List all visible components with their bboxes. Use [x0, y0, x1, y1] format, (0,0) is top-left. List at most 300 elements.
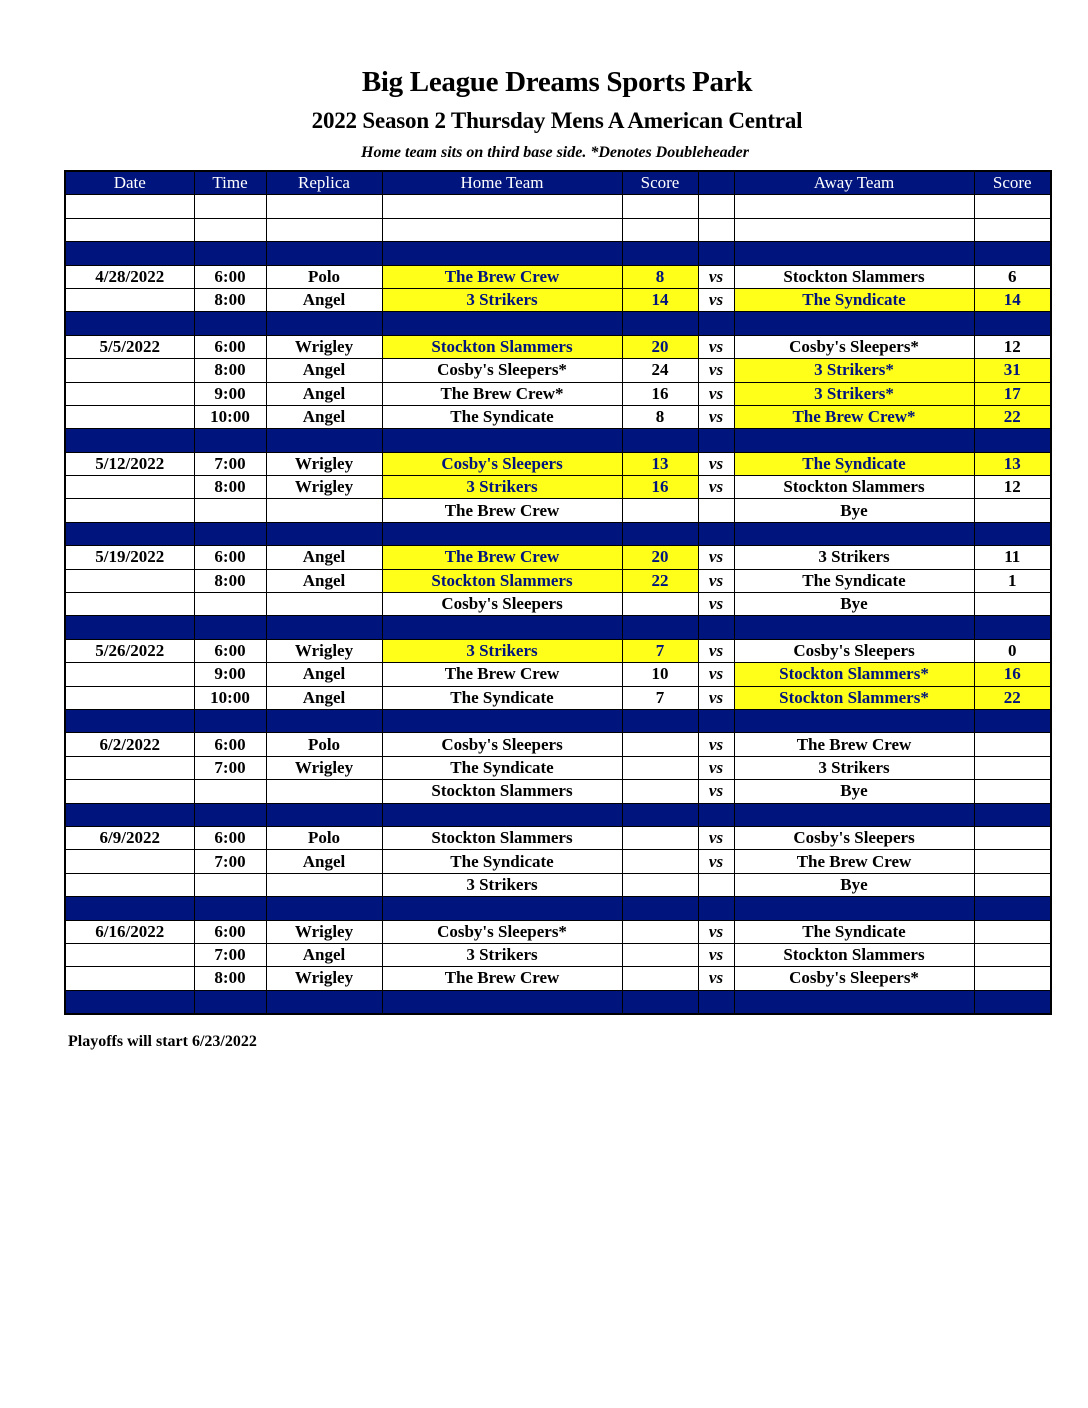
blank-cell	[974, 195, 1051, 218]
vs-cell: vs	[698, 920, 734, 943]
date-cell	[65, 569, 194, 592]
separator-cell	[382, 709, 622, 732]
separator-cell	[622, 709, 698, 732]
date-cell: 5/5/2022	[65, 335, 194, 358]
separator-cell	[194, 522, 266, 545]
home-score-cell	[622, 873, 698, 896]
home-score-cell	[622, 499, 698, 522]
home-team-cell: 3 Strikers	[382, 639, 622, 662]
away-score-cell	[974, 850, 1051, 873]
separator-cell	[622, 242, 698, 265]
home-score-cell: 20	[622, 335, 698, 358]
separator-cell	[194, 709, 266, 732]
separator-row	[65, 522, 1051, 545]
separator-cell	[266, 990, 382, 1014]
separator-cell	[266, 803, 382, 826]
separator-cell	[65, 990, 194, 1014]
away-score-cell	[974, 873, 1051, 896]
away-team-cell: The Syndicate	[734, 569, 974, 592]
separator-cell	[698, 616, 734, 639]
separator-cell	[382, 803, 622, 826]
home-team-cell: 3 Strikers	[382, 943, 622, 966]
vs-cell: vs	[698, 382, 734, 405]
home-team-cell: The Brew Crew	[382, 546, 622, 569]
separator-cell	[734, 709, 974, 732]
vs-cell: vs	[698, 756, 734, 779]
col-header-date: Date	[65, 171, 194, 195]
home-score-cell: 16	[622, 382, 698, 405]
blank-row	[65, 195, 1051, 218]
home-team-cell: 3 Strikers	[382, 288, 622, 311]
vs-cell: vs	[698, 826, 734, 849]
time-cell: 10:00	[194, 405, 266, 428]
vs-cell: vs	[698, 405, 734, 428]
time-cell: 8:00	[194, 359, 266, 382]
blank-cell	[698, 218, 734, 241]
away-score-cell: 14	[974, 288, 1051, 311]
separator-cell	[734, 312, 974, 335]
replica-cell: Angel	[266, 382, 382, 405]
home-team-cell: Cosby's Sleepers	[382, 593, 622, 616]
separator-cell	[698, 803, 734, 826]
home-team-cell: The Brew Crew	[382, 663, 622, 686]
date-cell	[65, 873, 194, 896]
time-cell: 6:00	[194, 639, 266, 662]
away-team-cell: Cosby's Sleepers	[734, 639, 974, 662]
replica-cell: Wrigley	[266, 476, 382, 499]
separator-cell	[698, 709, 734, 732]
separator-cell	[194, 897, 266, 920]
away-team-cell: The Syndicate	[734, 288, 974, 311]
away-score-cell: 13	[974, 452, 1051, 475]
replica-cell: Wrigley	[266, 920, 382, 943]
away-score-cell: 17	[974, 382, 1051, 405]
replica-cell: Angel	[266, 546, 382, 569]
time-cell: 7:00	[194, 756, 266, 779]
separator-row	[65, 429, 1051, 452]
game-row	[65, 826, 1051, 849]
home-team-cell: The Brew Crew	[382, 265, 622, 288]
replica-cell: Angel	[266, 943, 382, 966]
game-row	[65, 265, 1051, 288]
home-score-cell	[622, 967, 698, 990]
away-team-cell: The Syndicate	[734, 920, 974, 943]
separator-cell	[194, 429, 266, 452]
vs-cell: vs	[698, 733, 734, 756]
replica-cell: Wrigley	[266, 967, 382, 990]
separator-cell	[194, 990, 266, 1014]
away-team-cell: Stockton Slammers*	[734, 663, 974, 686]
away-team-cell: 3 Strikers*	[734, 382, 974, 405]
separator-row	[65, 803, 1051, 826]
time-cell: 7:00	[194, 850, 266, 873]
vs-cell: vs	[698, 639, 734, 662]
home-team-cell: The Syndicate	[382, 686, 622, 709]
away-score-cell	[974, 780, 1051, 803]
blank-cell	[194, 218, 266, 241]
date-cell	[65, 780, 194, 803]
game-row	[65, 850, 1051, 873]
vs-cell: vs	[698, 780, 734, 803]
away-score-cell: 12	[974, 476, 1051, 499]
replica-cell: Wrigley	[266, 452, 382, 475]
separator-cell	[698, 522, 734, 545]
away-score-cell	[974, 756, 1051, 779]
home-score-cell: 24	[622, 359, 698, 382]
date-cell: 6/9/2022	[65, 826, 194, 849]
replica-cell: Polo	[266, 265, 382, 288]
date-cell	[65, 686, 194, 709]
schedule-body	[65, 195, 1051, 1014]
blank-cell	[974, 218, 1051, 241]
home-team-cell: Cosby's Sleepers*	[382, 359, 622, 382]
time-cell: 6:00	[194, 733, 266, 756]
replica-cell: Angel	[266, 686, 382, 709]
schedule-note: Home team sits on third base side. *Denotes Doubleheader	[361, 144, 749, 161]
replica-cell: Angel	[266, 850, 382, 873]
date-cell: 6/2/2022	[65, 733, 194, 756]
blank-cell	[622, 218, 698, 241]
home-score-cell	[622, 850, 698, 873]
date-cell	[65, 663, 194, 686]
time-cell: 9:00	[194, 663, 266, 686]
away-team-cell: The Brew Crew	[734, 733, 974, 756]
home-team-cell: Cosby's Sleepers	[382, 452, 622, 475]
home-team-cell: Stockton Slammers	[382, 780, 622, 803]
schedule-table	[64, 170, 1052, 1015]
separator-cell	[734, 990, 974, 1014]
game-row	[65, 756, 1051, 779]
away-team-cell: Stockton Slammers	[734, 265, 974, 288]
blank-cell	[266, 195, 382, 218]
away-team-cell: Cosby's Sleepers*	[734, 967, 974, 990]
separator-cell	[382, 990, 622, 1014]
home-score-cell: 22	[622, 569, 698, 592]
blank-cell	[698, 195, 734, 218]
game-row	[65, 569, 1051, 592]
blank-cell	[194, 195, 266, 218]
date-cell	[65, 850, 194, 873]
game-row	[65, 499, 1051, 522]
separator-cell	[734, 429, 974, 452]
vs-cell: vs	[698, 943, 734, 966]
vs-cell	[698, 873, 734, 896]
separator-cell	[382, 897, 622, 920]
home-score-cell	[622, 733, 698, 756]
separator-cell	[698, 429, 734, 452]
away-score-cell: 6	[974, 265, 1051, 288]
away-score-cell: 16	[974, 663, 1051, 686]
home-score-cell	[622, 756, 698, 779]
col-header-replica: Replica	[266, 171, 382, 195]
home-score-cell: 13	[622, 452, 698, 475]
away-score-cell: 1	[974, 569, 1051, 592]
separator-cell	[622, 803, 698, 826]
date-cell	[65, 359, 194, 382]
home-score-cell	[622, 920, 698, 943]
playoffs-note: Playoffs will start 6/23/2022	[68, 1033, 257, 1050]
vs-cell: vs	[698, 335, 734, 358]
col-header-time: Time	[194, 171, 266, 195]
away-team-cell: Stockton Slammers	[734, 943, 974, 966]
time-cell: 6:00	[194, 920, 266, 943]
away-team-cell: Bye	[734, 873, 974, 896]
separator-cell	[382, 242, 622, 265]
separator-cell	[194, 803, 266, 826]
separator-cell	[65, 709, 194, 732]
time-cell: 8:00	[194, 476, 266, 499]
date-cell: 6/16/2022	[65, 920, 194, 943]
home-team-cell: Cosby's Sleepers	[382, 733, 622, 756]
away-team-cell: Bye	[734, 499, 974, 522]
away-score-cell	[974, 826, 1051, 849]
separator-cell	[622, 312, 698, 335]
col-header-away-score: Score	[974, 171, 1051, 195]
home-score-cell	[622, 943, 698, 966]
separator-cell	[734, 522, 974, 545]
game-row	[65, 639, 1051, 662]
blank-cell	[382, 218, 622, 241]
separator-cell	[194, 616, 266, 639]
vs-cell: vs	[698, 546, 734, 569]
separator-cell	[698, 312, 734, 335]
replica-cell: Angel	[266, 359, 382, 382]
home-team-cell: The Brew Crew*	[382, 382, 622, 405]
home-team-cell: Stockton Slammers	[382, 569, 622, 592]
separator-cell	[974, 312, 1051, 335]
blank-cell	[734, 195, 974, 218]
time-cell: 7:00	[194, 943, 266, 966]
separator-cell	[382, 429, 622, 452]
game-row	[65, 943, 1051, 966]
separator-row	[65, 709, 1051, 732]
replica-cell: Wrigley	[266, 639, 382, 662]
away-score-cell: 31	[974, 359, 1051, 382]
date-cell	[65, 288, 194, 311]
home-score-cell: 10	[622, 663, 698, 686]
separator-cell	[974, 709, 1051, 732]
away-team-cell: 3 Strikers	[734, 756, 974, 779]
date-cell	[65, 405, 194, 428]
time-cell	[194, 593, 266, 616]
time-cell	[194, 780, 266, 803]
game-row	[65, 405, 1051, 428]
game-row	[65, 663, 1051, 686]
home-score-cell: 20	[622, 546, 698, 569]
separator-cell	[974, 429, 1051, 452]
time-cell: 7:00	[194, 452, 266, 475]
separator-cell	[382, 616, 622, 639]
separator-cell	[698, 990, 734, 1014]
away-team-cell: The Syndicate	[734, 452, 974, 475]
home-team-cell: The Syndicate	[382, 756, 622, 779]
col-header-vs	[698, 171, 734, 195]
away-team-cell: Cosby's Sleepers*	[734, 335, 974, 358]
separator-cell	[974, 990, 1051, 1014]
separator-cell	[65, 242, 194, 265]
date-cell: 4/28/2022	[65, 265, 194, 288]
game-row	[65, 382, 1051, 405]
date-cell	[65, 593, 194, 616]
game-row	[65, 920, 1051, 943]
separator-cell	[266, 242, 382, 265]
separator-cell	[734, 897, 974, 920]
separator-cell	[266, 897, 382, 920]
separator-row	[65, 242, 1051, 265]
col-header-home-score: Score	[622, 171, 698, 195]
separator-cell	[65, 522, 194, 545]
replica-cell: Wrigley	[266, 756, 382, 779]
separator-row	[65, 990, 1051, 1014]
separator-cell	[974, 242, 1051, 265]
game-row	[65, 733, 1051, 756]
game-row	[65, 359, 1051, 382]
replica-cell	[266, 873, 382, 896]
blank-cell	[734, 218, 974, 241]
away-team-cell: 3 Strikers*	[734, 359, 974, 382]
blank-cell	[266, 218, 382, 241]
home-team-cell: The Syndicate	[382, 405, 622, 428]
game-row	[65, 686, 1051, 709]
replica-cell: Angel	[266, 405, 382, 428]
home-score-cell: 14	[622, 288, 698, 311]
date-cell	[65, 943, 194, 966]
separator-cell	[974, 897, 1051, 920]
separator-row	[65, 616, 1051, 639]
date-cell	[65, 499, 194, 522]
replica-cell	[266, 499, 382, 522]
date-cell	[65, 756, 194, 779]
time-cell: 9:00	[194, 382, 266, 405]
game-row	[65, 288, 1051, 311]
blank-cell	[622, 195, 698, 218]
separator-cell	[65, 616, 194, 639]
game-row	[65, 476, 1051, 499]
separator-cell	[622, 429, 698, 452]
game-row	[65, 593, 1051, 616]
separator-cell	[622, 522, 698, 545]
date-cell: 5/19/2022	[65, 546, 194, 569]
home-team-cell: Stockton Slammers	[382, 335, 622, 358]
home-team-cell: 3 Strikers	[382, 476, 622, 499]
col-header-home-team: Home Team	[382, 171, 622, 195]
away-score-cell: 22	[974, 686, 1051, 709]
separator-cell	[734, 616, 974, 639]
game-row	[65, 873, 1051, 896]
blank-row	[65, 218, 1051, 241]
home-score-cell: 8	[622, 405, 698, 428]
time-cell	[194, 499, 266, 522]
away-score-cell: 11	[974, 546, 1051, 569]
game-row	[65, 452, 1051, 475]
away-team-cell: 3 Strikers	[734, 546, 974, 569]
blank-cell	[65, 195, 194, 218]
vs-cell: vs	[698, 265, 734, 288]
away-score-cell	[974, 967, 1051, 990]
blank-cell	[65, 218, 194, 241]
time-cell	[194, 873, 266, 896]
time-cell: 6:00	[194, 546, 266, 569]
time-cell: 6:00	[194, 826, 266, 849]
away-score-cell	[974, 733, 1051, 756]
vs-cell: vs	[698, 288, 734, 311]
away-team-cell: Bye	[734, 593, 974, 616]
time-cell: 8:00	[194, 569, 266, 592]
page-subtitle: 2022 Season 2 Thursday Mens A American Central	[311, 108, 803, 133]
home-score-cell: 8	[622, 265, 698, 288]
vs-cell: vs	[698, 967, 734, 990]
separator-cell	[734, 242, 974, 265]
away-team-cell: Bye	[734, 780, 974, 803]
separator-cell	[698, 242, 734, 265]
home-team-cell: 3 Strikers	[382, 873, 622, 896]
vs-cell: vs	[698, 569, 734, 592]
game-row	[65, 546, 1051, 569]
away-team-cell: The Brew Crew*	[734, 405, 974, 428]
separator-cell	[974, 522, 1051, 545]
replica-cell	[266, 593, 382, 616]
separator-cell	[622, 990, 698, 1014]
separator-cell	[974, 803, 1051, 826]
date-cell	[65, 476, 194, 499]
away-team-cell: Cosby's Sleepers	[734, 826, 974, 849]
header-row	[65, 171, 1051, 195]
home-score-cell	[622, 826, 698, 849]
separator-cell	[194, 242, 266, 265]
vs-cell: vs	[698, 359, 734, 382]
replica-cell: Polo	[266, 733, 382, 756]
replica-cell	[266, 780, 382, 803]
vs-cell: vs	[698, 663, 734, 686]
separator-cell	[266, 312, 382, 335]
away-team-cell: The Brew Crew	[734, 850, 974, 873]
game-row	[65, 335, 1051, 358]
separator-row	[65, 312, 1051, 335]
date-cell	[65, 967, 194, 990]
replica-cell: Angel	[266, 663, 382, 686]
date-cell: 5/26/2022	[65, 639, 194, 662]
vs-cell: vs	[698, 686, 734, 709]
date-cell	[65, 382, 194, 405]
game-row	[65, 780, 1051, 803]
away-score-cell	[974, 920, 1051, 943]
separator-cell	[622, 616, 698, 639]
time-cell: 6:00	[194, 265, 266, 288]
separator-cell	[382, 522, 622, 545]
away-team-cell: Stockton Slammers	[734, 476, 974, 499]
separator-cell	[266, 522, 382, 545]
time-cell: 10:00	[194, 686, 266, 709]
separator-cell	[622, 897, 698, 920]
separator-cell	[266, 429, 382, 452]
home-score-cell: 16	[622, 476, 698, 499]
vs-cell: vs	[698, 452, 734, 475]
separator-cell	[194, 312, 266, 335]
replica-cell: Polo	[266, 826, 382, 849]
col-header-away-team: Away Team	[734, 171, 974, 195]
vs-cell	[698, 499, 734, 522]
vs-cell: vs	[698, 593, 734, 616]
separator-row	[65, 897, 1051, 920]
home-score-cell: 7	[622, 686, 698, 709]
home-score-cell: 7	[622, 639, 698, 662]
page-title: Big League Dreams Sports Park	[361, 66, 753, 98]
replica-cell: Angel	[266, 288, 382, 311]
home-score-cell	[622, 593, 698, 616]
home-team-cell: Stockton Slammers	[382, 826, 622, 849]
separator-cell	[65, 429, 194, 452]
away-score-cell	[974, 593, 1051, 616]
